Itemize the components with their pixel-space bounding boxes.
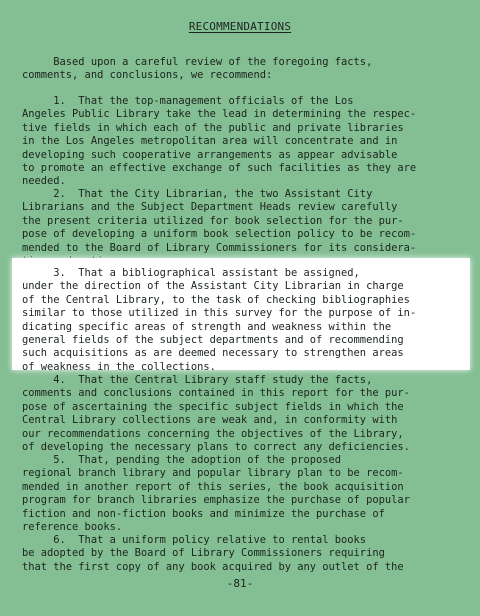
text-line: 1. That the top-management officials of the Los <box>22 95 354 107</box>
text-line: Angeles Public Library take the lead in determining the respec- <box>22 108 417 121</box>
recommendation-6 <box>22 534 470 574</box>
text-line: needed. <box>22 175 66 188</box>
text-line: general fields of the subject departments and of recommending <box>22 334 404 347</box>
text-line: of developing the necessary plans to correct any deficiencies. <box>22 441 410 454</box>
text-line: mended to the Board of Library Commissioners for its considera- <box>22 241 417 254</box>
recommendation-3 <box>22 267 470 374</box>
text-line: under the direction of the Assistant City Librarian in charge <box>22 280 404 293</box>
text-line: developing such cooperative arrangements as appear advisable <box>22 148 398 161</box>
text-line: such acquisitions as are deemed necessary to strengthen areas <box>22 347 404 360</box>
text-line: 6. That a uniform policy relative to rental books <box>22 534 367 546</box>
text-line: of weakness in the collections. <box>22 360 216 373</box>
text-line: fiction and non-fiction books and minimize the purchase of <box>22 507 385 520</box>
text-line: 4. That the Central Library staff study the facts, <box>22 374 373 386</box>
text-line: in the Los Angeles metropolitan area will concentrate and in <box>22 135 398 148</box>
page-number: -81- <box>226 577 254 590</box>
text-line: of the Central Library, to the task of checking bibliographies <box>22 293 410 306</box>
recommendation-2 <box>22 188 470 268</box>
text-line: the present criteria utilized for book selection for the pur- <box>22 214 404 227</box>
text-line: pose of developing a uniform book selection policy to be recom- <box>22 228 417 241</box>
text-line: pose of ascertaining the specific subject fields in which the <box>22 400 404 413</box>
text-line: dicating specific areas of strength and weakness within the <box>22 320 392 333</box>
recommendation-1 <box>22 95 470 189</box>
text-line: comments, and conclusions, we recommend: <box>22 69 273 82</box>
text-line: Based upon a careful review of the foregoing facts, <box>22 56 373 68</box>
recommendation-5 <box>22 454 470 534</box>
text-line: to promote an effective exchange of such facilities as they are <box>22 162 417 175</box>
text-line: similar to those utilized in this survey for the purpose of in- <box>22 307 417 320</box>
text-line: 5. That, pending the adoption of the proposed <box>22 454 342 466</box>
text-line: Central Library collections are weak and, in conformity with <box>22 414 398 427</box>
intro-paragraph <box>22 56 470 83</box>
text-line: regional branch library and popular library plan to be recom- <box>22 467 404 480</box>
text-line: be adopted by the Board of Library Commissioners requiring <box>22 547 385 560</box>
text-line: Librarians and the Subject Department Heads review carefully <box>22 201 398 214</box>
text-line: 3. That a bibliographical assistant be assigned, <box>22 267 360 279</box>
text-line: reference books. <box>22 521 123 534</box>
recommendation-4 <box>22 374 470 454</box>
text-line: tive fields in which each of the public and private libraries <box>22 121 404 134</box>
text-line: program for branch libraries emphasize the purchase of popular <box>22 494 410 507</box>
text-line: that the first copy of any book acquired by any outlet of the <box>22 560 404 573</box>
page-title: RECOMMENDATIONS <box>188 20 292 33</box>
text-line: mended in another report of this series, the book acquisition <box>22 480 404 493</box>
text-line: our recommendations concerning the objectives of the Library, <box>22 427 404 440</box>
text-line: 2. That the City Librarian, the two Assistant City <box>22 188 373 200</box>
text-line: comments and conclusions contained in this report for the pur- <box>22 387 410 400</box>
